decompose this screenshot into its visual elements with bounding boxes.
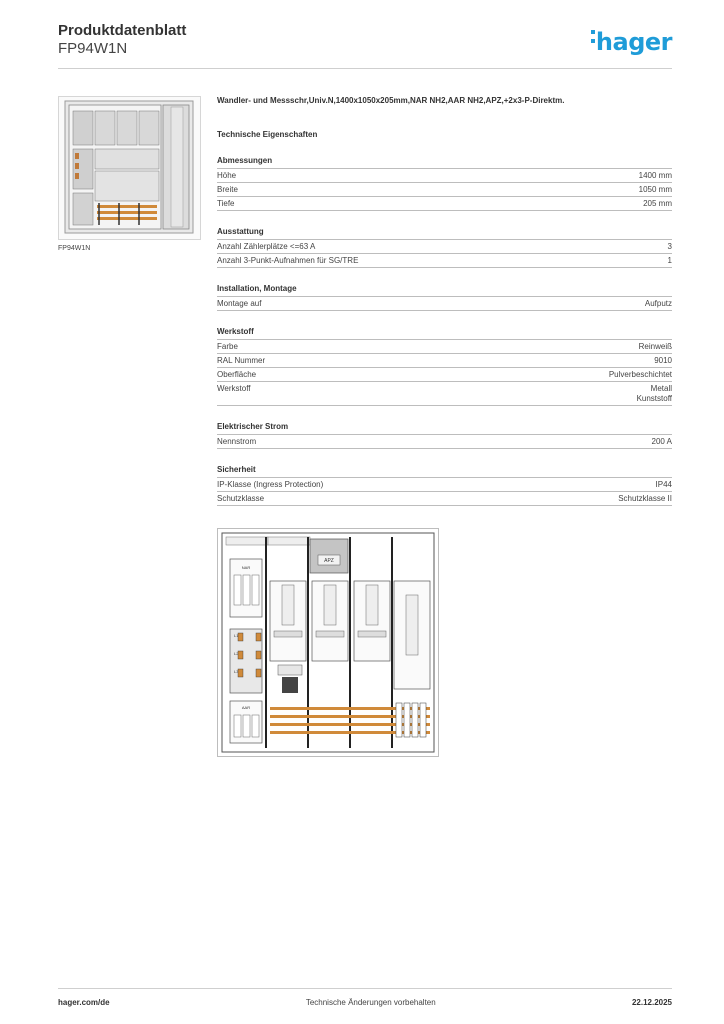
spec-value [656, 480, 672, 490]
spec-value-line: 3 [667, 242, 672, 251]
tech-heading: Technische Eigenschaften [217, 130, 318, 139]
photo-caption: FP94W1N [58, 245, 91, 252]
spec-section [217, 327, 672, 406]
l1-label: L1 [234, 633, 239, 638]
spec-row [217, 183, 672, 197]
spec-value-line: Aufputz [644, 299, 672, 308]
spec-content [217, 96, 672, 538]
spec-value [668, 242, 672, 252]
spec-row [217, 197, 672, 211]
spec-label: Anzahl Zählerplätze <=63 A [217, 242, 316, 251]
spec-label: Anzahl 3-Punkt-Aufnahmen für SG/TRE [217, 256, 359, 265]
footer-notice: Technische Änderungen vorbehalten [305, 998, 436, 1007]
spec-label: Montage auf [217, 299, 262, 308]
apz-label: APZ [324, 558, 334, 564]
spec-value [637, 384, 672, 404]
spec-value-line: 1400 mm [638, 171, 672, 180]
spec-value-line: Schutzklasse II [618, 494, 672, 503]
section-heading: Installation, Montage [217, 284, 672, 297]
spec-section [217, 156, 672, 211]
page-footer [58, 998, 672, 1007]
product-description: Wandler- und Messschr,Univ.N,1400x1050x205mm,NAR NH2,AAR NH2,APZ,+2x3-P-Direktm. [217, 96, 565, 105]
spec-row [217, 240, 672, 254]
page-header [58, 22, 672, 70]
hager-logo: hager [590, 28, 672, 56]
spec-value [639, 171, 672, 181]
section-heading: Sicherheit [217, 465, 672, 478]
spec-value-line: 205 mm [643, 199, 672, 208]
spec-row [217, 354, 672, 368]
spec-row [217, 169, 672, 183]
section-heading: Ausstattung [217, 227, 672, 240]
spec-value [652, 437, 672, 447]
spec-row [217, 254, 672, 268]
spec-value-line: 1050 mm [638, 185, 672, 194]
spec-value-line: Kunststoff [636, 394, 672, 403]
spec-value [618, 494, 672, 504]
spec-sections [217, 156, 672, 506]
spec-value [639, 185, 672, 195]
spec-value [668, 256, 672, 266]
aar-label: AAR [241, 705, 251, 710]
header-divider [58, 68, 672, 69]
spec-row [217, 478, 672, 492]
spec-label: Breite [217, 185, 238, 194]
spec-value [645, 299, 672, 309]
spec-label: Höhe [217, 171, 237, 180]
spec-label: Tiefe [217, 199, 235, 208]
spec-label: Farbe [217, 342, 238, 351]
spec-row [217, 492, 672, 506]
spec-value [654, 356, 672, 366]
spec-value-line: Metall [650, 384, 672, 393]
spec-section [217, 227, 672, 268]
product-code: FP94W1N [58, 40, 128, 57]
spec-value-line: IP44 [655, 480, 672, 489]
spec-label: Werkstoff [217, 384, 251, 393]
spec-value [609, 370, 672, 380]
spec-value-line: 1 [667, 256, 672, 265]
spec-row [217, 435, 672, 449]
section-heading: Elektrischer Strom [217, 422, 672, 435]
spec-label: IP-Klasse (Ingress Protection) [217, 480, 324, 489]
section-heading: Werkstoff [217, 327, 672, 340]
footer-divider [58, 988, 672, 989]
l2-label: L2 [234, 651, 239, 656]
spec-row [217, 297, 672, 311]
spec-row [217, 382, 672, 406]
spec-value-line: 200 A [651, 437, 672, 446]
section-heading: Abmessungen [217, 156, 672, 169]
spec-label: Oberfläche [217, 370, 257, 379]
spec-section [217, 465, 672, 506]
spec-value [643, 199, 672, 209]
footer-date: 22.12.2025 [631, 998, 672, 1007]
document-title: Produktdatenblatt [58, 22, 187, 39]
product-photo [58, 96, 201, 240]
spec-value-line: Reinweiß [638, 342, 672, 351]
footer-website[interactable]: hager.com/de [58, 998, 110, 1007]
spec-section [217, 284, 672, 311]
spec-row [217, 368, 672, 382]
spec-label: Schutzklasse [217, 494, 265, 503]
nar-label: NAR [241, 565, 251, 570]
technical-drawing [217, 528, 439, 757]
spec-section [217, 422, 672, 449]
spec-label: RAL Nummer [217, 356, 266, 365]
l3-label: L3 [234, 669, 239, 674]
spec-value-line: Pulverbeschichtet [608, 370, 672, 379]
spec-row [217, 340, 672, 354]
spec-value-line: 9010 [654, 356, 672, 365]
spec-value [639, 342, 672, 352]
spec-label: Nennstrom [217, 437, 257, 446]
